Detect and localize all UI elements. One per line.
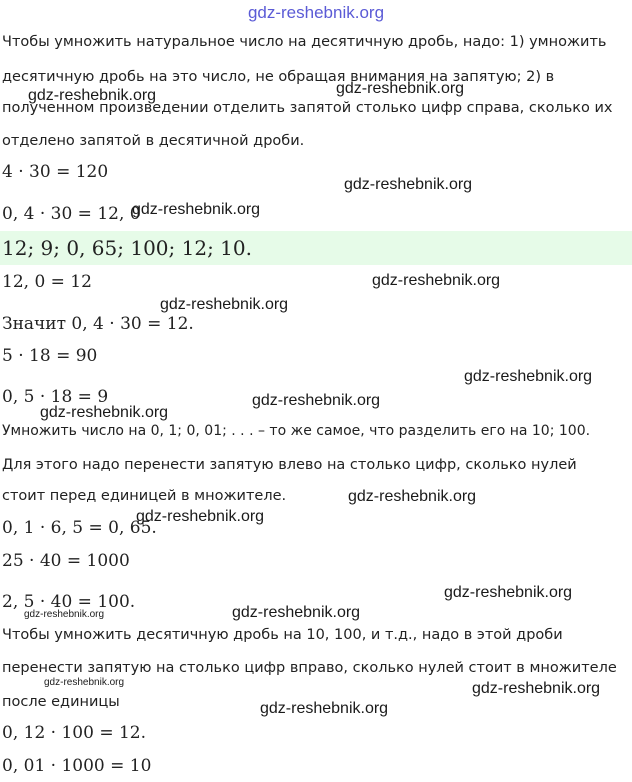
math-line: 0, 01 · 1000 = 10 (2, 756, 152, 776)
watermark: gdz-reshebnik.org (132, 201, 261, 218)
text-line: Умножить число на 0, 1; 0, 01; . . . – то же самое, что разделить его на 10; 100. (2, 423, 591, 439)
text-line: стоит перед единицей в множителе. (2, 488, 287, 504)
watermark: gdz-reshebnik.org (444, 584, 573, 601)
answer-line: 12; 9; 0, 65; 100; 12; 10. (2, 236, 252, 260)
watermark: gdz-reshebnik.org (28, 87, 157, 104)
math-line: 2, 5 · 40 = 100. (2, 592, 136, 612)
math-line: 0, 1 · 6, 5 = 0, 65. (2, 518, 157, 538)
site-header: gdz-reshebnik.org (247, 3, 385, 22)
text-line: отделено запятой в десятичной дроби. (2, 133, 305, 149)
text-line: Чтобы умножить натуральное число на десятичную дробь, надо: 1) умножить (2, 34, 607, 50)
watermark: gdz-reshebnik.org (260, 700, 389, 717)
watermark: gdz-reshebnik.org (472, 680, 601, 697)
text-line: Для этого надо перенести запятую влево на столько цифр, сколько нулей (2, 457, 577, 473)
watermark: gdz-reshebnik.org (348, 488, 477, 505)
math-line: 5 · 18 = 90 (2, 346, 98, 366)
text-line: Чтобы умножить десятичную дробь на 10, 100, и т.д., надо в этой дроби (2, 627, 563, 643)
math-line: Значит 0, 4 · 30 = 12. (2, 314, 194, 334)
watermark: gdz-reshebnik.org (40, 404, 169, 421)
watermark: gdz-reshebnik.org (372, 272, 501, 289)
math-line: 0, 4 · 30 = 12, 0 (2, 204, 141, 224)
math-line: 0, 12 · 100 = 12. (2, 723, 147, 743)
math-line: 25 · 40 = 1000 (2, 551, 130, 571)
watermark: gdz-reshebnik.org (464, 368, 593, 385)
math-line: 12, 0 = 12 (2, 272, 92, 292)
text-line: перенести запятую на столько цифр вправо, сколько нулей стоит в множителе (2, 660, 617, 676)
watermark: gdz-reshebnik.org (160, 296, 289, 313)
watermark: gdz-reshebnik.org (344, 176, 473, 193)
watermark: gdz-reshebnik.org (232, 604, 361, 621)
watermark: gdz-reshebnik.org (136, 508, 265, 525)
text-line: после единицы (2, 694, 120, 710)
math-line: 4 · 30 = 120 (2, 162, 109, 182)
watermark: gdz-reshebnik.org (336, 80, 465, 97)
watermark: gdz-reshebnik.org (24, 609, 105, 620)
text-line: десятичную дробь на это число, не обращая внимания на запятую; 2) в (2, 69, 555, 85)
text-line: полученном произведении отделить запятой столько цифр справа, сколько их (2, 100, 613, 116)
math-line: 0, 5 · 18 = 9 (2, 387, 109, 407)
watermark: gdz-reshebnik.org (44, 677, 125, 688)
watermark: gdz-reshebnik.org (252, 392, 381, 409)
